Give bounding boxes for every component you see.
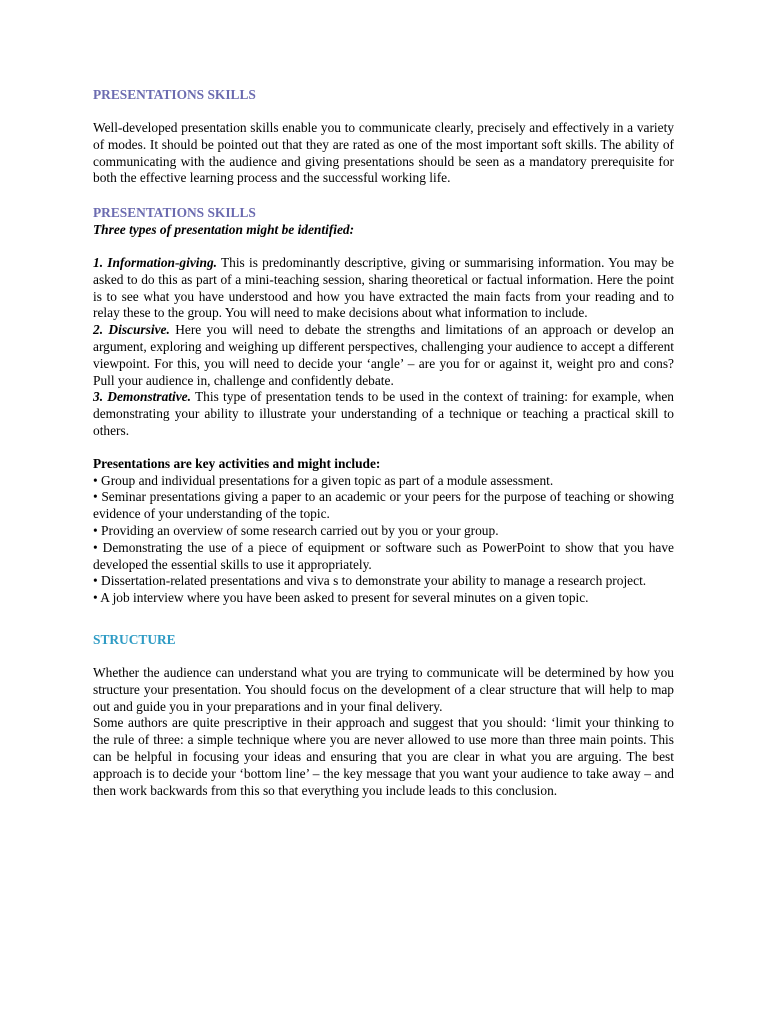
type-label: 2. Discursive. bbox=[93, 322, 170, 338]
type-text: This type of presentation tends to be used in the context of training: for example, when demonstrating your ability to illustrate your understanding of a technique or teaching a practical skill to others. bbox=[93, 389, 675, 438]
type-item-demonstrative bbox=[93, 389, 674, 439]
document-page bbox=[93, 86, 674, 799]
intro-paragraph: Well-developed presentation skills enable you to communicate clearly, precisely and effectively in a variety of modes. It should be pointed out that they are rated as one of the most important soft skills. The ability of communicating with the audience and giving presentations should be seen as a mandatory prerequisite for both the effective learning process and the successful working life. bbox=[93, 120, 674, 186]
activity-bullet: • Dissertation-related presentations and viva s to demonstrate your ability to manage a research project. bbox=[93, 573, 647, 589]
type-label: 3. Demonstrative. bbox=[93, 389, 191, 405]
types-subheading: Three types of presentation might be identified: bbox=[93, 222, 355, 238]
activity-bullet: • Providing an overview of some research carried out by you or your group. bbox=[93, 522, 499, 538]
section-heading-presentations-skills-2: PRESENTATIONS SKILLS bbox=[93, 205, 256, 221]
activity-bullet: • A job interview where you have been asked to present for several minutes on a given topic. bbox=[93, 590, 589, 606]
type-text: Here you will need to debate the strengths and limitations of an approach or develop an argument, exploring and weighing up different perspectives, challenging your audience to accept a different viewpoint. For this, you will need to decide your ‘angle’ – are you for or against it, weight pro and cons? Pull your audience in, challenge and confidently debate. bbox=[93, 322, 674, 388]
type-item-information-giving bbox=[93, 255, 674, 322]
section-heading-presentations-skills: PRESENTATIONS SKILLS bbox=[93, 87, 256, 102]
structure-paragraph: Some authors are quite prescriptive in their approach and suggest that you should: ‘limit your thinking to the rule of three: a simple technique where you are never allowed to use more than three main points. This can be helpful in focusing your ideas and ensuring that you are clear in what you are arguing. The best approach is to decide your ‘bottom line’ – the key message that you want your audience to take away – and then work backwards from this so that everything you include leads to this conclusion. bbox=[93, 715, 674, 798]
activities-heading: Presentations are key activities and might include: bbox=[93, 455, 381, 471]
activity-bullet: • Seminar presentations giving a paper to an academic or your peers for the purpose of teaching or showing evidence of your understanding of the topic. bbox=[93, 489, 674, 522]
activity-bullet: • Demonstrating the use of a piece of equipment or software such as PowerPoint to show that you have developed the essential skills to use it appropriately. bbox=[93, 539, 674, 572]
type-label: 1. Information-giving. bbox=[93, 254, 217, 270]
type-text: This is predominantly descriptive, giving or summarising information. You may be asked to do this as part of a mini-teaching session, sharing theoretical or factual information. Here the point is to see what you have understood and how you have extracted the main facts from your reading and to relay these to the group. You will need to make decisions about what information to include. bbox=[93, 254, 674, 321]
activity-bullet: • Group and individual presentations for a given topic as part of a module assessment. bbox=[93, 472, 554, 488]
section-heading-structure: STRUCTURE bbox=[93, 631, 176, 647]
structure-paragraph: Whether the audience can understand what you are trying to communicate will be determined by how you structure your presentation. You should focus on the development of a clear structure that will help to map out and guide you in your preparations and in your final delivery. bbox=[93, 664, 674, 714]
type-item-discursive bbox=[93, 322, 674, 389]
